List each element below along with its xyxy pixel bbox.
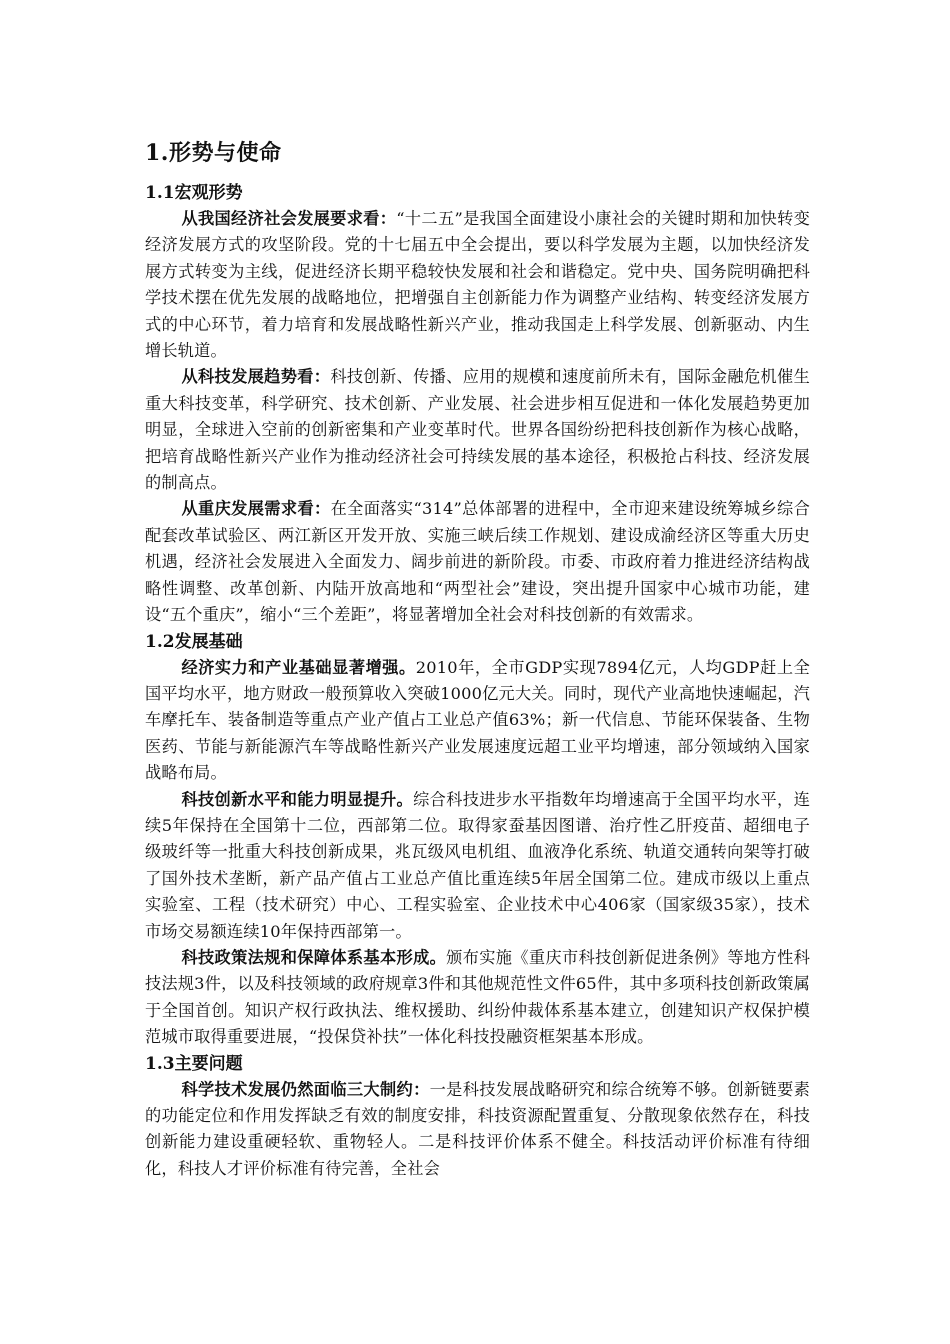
paragraph <box>145 206 810 364</box>
paragraph <box>145 945 810 1051</box>
paragraph-lead: 科技政策法规和保障体系基本形成。 <box>181 947 447 967</box>
paragraph-text: 一是科技发展战略研究和综合统筹不够。创新链要素的功能定位和作用发挥缺乏有效的制度安排，科技资源配置重复、分散现象依然存在，科技创新能力建设重硬轻软、重物轻人。二是科技评价体系不健全。科技活动评价标准有待细化，科技人才评价标准有待完善，全社会 <box>145 1079 811 1178</box>
section-macro-situation <box>145 180 810 629</box>
document-title: 1.形势与使命 <box>145 140 282 166</box>
section-heading: 1.1宏观形势 <box>145 183 243 203</box>
paragraph-text: 综合科技进步水平指数年均增速高于全国平均水平，连续5年保持在全国第十二位，西部第二位。取得家蚕基因图谱、治疗性乙肝疫苗、超细电子级玻纤等一批重大科技创新成果，兆瓦级风电机组、血液净化系统、轨道交通转向架等打破了国外技术垄断，新产品产值占工业总产值比重连续5年居全国第二位。建成市级以上重点实验室、工程（技术研究）中心、工程实验室、企业技术中心406家（国家级35家），技术市场交易额连续10年保持西部第一。 <box>145 789 810 941</box>
paragraph <box>145 787 810 945</box>
section-development-foundation <box>145 629 810 1051</box>
paragraph-lead: 从重庆发展需求看： <box>181 499 331 519</box>
document-page <box>145 138 810 1182</box>
paragraph-text: 2010年，全市GDP实现7894亿元，人均GDP赶上全国平均水平，地方财政一般预算收入突破1000亿元大关。同时，现代产业高地快速崛起，汽车摩托车、装备制造等重点产业产值占工业总产值63%；新一代信息、节能环保装备、生物医药、节能与新能源汽车等战略性新兴产业发展速度远超工业平均增速，部分领域纳入国家战略布局。 <box>145 657 810 783</box>
section-heading: 1.2发展基础 <box>145 631 243 652</box>
paragraph-text: 在全面落实“314”总体部署的进程中，全市迎来建设统筹城乡综合配套改革试验区、两江新区开发开放、实施三峡后续工作规划、建设成渝经济区等重大历史机遇，经济社会发展进入全面发力、阔步前进的新阶段。市委、市政府着力推进经济结构战略性调整、改革创新、内陆开放高地和“两型社会”建设，突出提升国家中心城市功能，建设“五个重庆”，缩小“三个差距”，将显著增加全社会对科技创新的有效需求。 <box>145 499 810 625</box>
paragraph <box>145 364 810 496</box>
paragraph-text: 科技创新、传播、应用的规模和速度前所未有，国际金融危机催生重大科技变革，科学研究、技术创新、产业发展、社会进步相互促进和一体化发展趋势更加明显，全球进入空前的创新密集和产业变革时代。世界各国纷纷把科技创新作为核心战略，把培育战略性新兴产业作为推动经济社会可持续发展的基本途径，积极抢占科技、经济发展的制高点。 <box>145 367 810 493</box>
paragraph <box>145 1077 810 1183</box>
paragraph-lead: 科技创新水平和能力明显提升。 <box>181 789 414 809</box>
section-main-problems <box>145 1051 810 1183</box>
paragraph-lead: 科学技术发展仍然面临三大制约： <box>181 1079 430 1099</box>
paragraph <box>145 655 810 787</box>
paragraph-text: 颁布实施《重庆市科技创新促进条例》等地方性科技法规3件，以及科技领域的政府规章3件和其他规范性文件65件，其中多项科技创新政策属于全国首创。知识产权行政执法、维权援助、纠纷仲裁体系基本建立，创建知识产权保护模范城市取得重要进展，“投保贷补扶”一体化科技投融资框架基本形成。 <box>145 947 811 1047</box>
paragraph <box>145 496 810 628</box>
paragraph-lead: 从我国经济社会发展要求看： <box>181 209 397 228</box>
paragraph-lead: 经济实力和产业基础显著增强。 <box>181 657 416 677</box>
section-heading: 1.3主要问题 <box>145 1053 243 1074</box>
paragraph-text: “十二五”是我国全面建设小康社会的关键时期和加快转变经济发展方式的攻坚阶段。党的十七届五中全会提出，要以科学发展为主题，以加快经济发展方式转变为主线，促进经济长期平稳较快发展和社会和谐稳定。党中央、国务院明确把科学技术摆在优先发展的战略地位，把增强自主创新能力作为调整产业结构、转变经济发展方式的中心环节，着力培育和发展战略性新兴产业，推动我国走上科学发展、创新驱动、内生增长轨道。 <box>145 209 810 361</box>
paragraph-lead: 从科技发展趋势看： <box>181 367 331 387</box>
